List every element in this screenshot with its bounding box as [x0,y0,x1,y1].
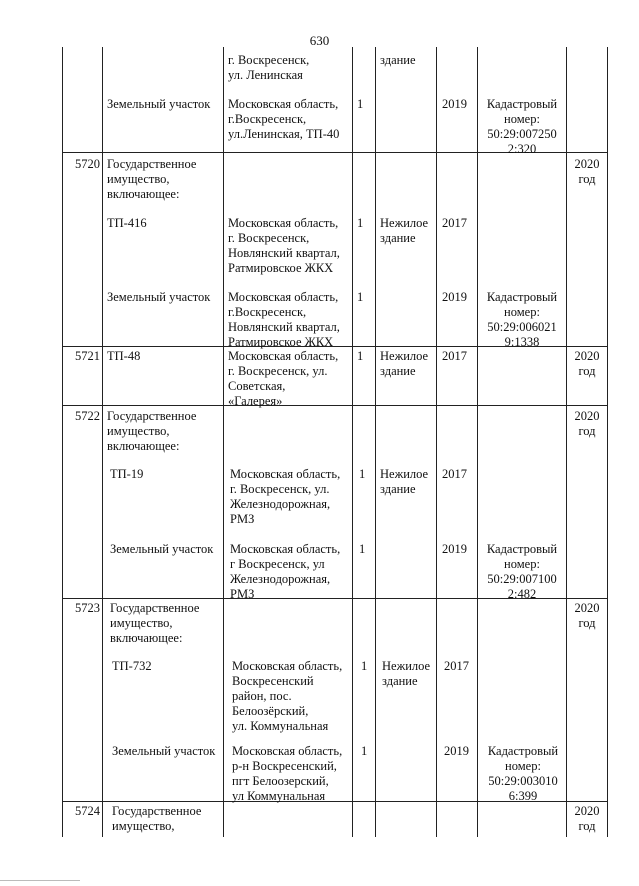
item-number-cell: 5720 [75,157,100,171]
name-cell: Земельный участок [107,290,211,304]
item-number-cell: 5722 [75,409,100,423]
quantity-cell: 1 [361,659,368,673]
year-cell: 2017 [442,467,467,481]
quantity-cell: 1 [357,290,364,304]
address-cell: Московская область, г. Воскресенск, ул. Железнодорожная, РМЗ [230,467,341,526]
year-cell: 2017 [442,349,467,363]
name-cell: ТП-48 [107,349,141,363]
quantity-cell: 1 [361,744,368,758]
year-cell: 2017 [442,216,467,230]
name-cell: Государственное имущество, включающее: [107,157,197,201]
scan-artifact [0,880,80,881]
page-number: 630 [309,33,330,48]
address-cell: Московская область, г. Воскресенск, Новлянский квартал, Ратмировское ЖКХ [228,216,340,275]
item-number-cell: 5724 [75,804,100,818]
column-divider [102,47,103,837]
purpose-cell: здание [380,53,416,67]
cadastral-note-cell: Кадастровый номер: 50:29:007250 2:320 [486,97,558,156]
table-border-right [607,47,608,837]
item-number-cell: 5723 [75,601,100,615]
period-cell: 2020 год [574,349,600,378]
period-cell: 2020 год [574,157,600,186]
name-cell: Государственное имущество, [112,804,202,833]
cadastral-note-cell: Кадастровый номер: 50:29:007100 2:482 [486,542,558,601]
address-cell: г. Воскресенск, ул. Ленинская [228,53,310,82]
name-cell: Земельный участок [107,97,211,111]
address-cell: Московская область, г.Воскресенск, Новлянский квартал, Ратмировское ЖКХ [228,290,340,349]
year-cell: 2017 [444,659,469,673]
quantity-cell: 1 [357,349,364,363]
address-cell: Московская область, Воскресенский район, пос. Белоозёрский, ул. Коммунальная [232,659,343,733]
year-cell: 2019 [442,290,467,304]
address-cell: Московская область, г.Воскресенск, ул.Ленинская, ТП-40 [228,97,340,141]
quantity-cell: 1 [359,542,366,556]
column-divider [477,47,478,837]
quantity-cell: 1 [357,216,364,230]
column-divider [375,47,376,837]
item-number-cell: 5721 [75,349,100,363]
table-border-left [62,47,63,837]
property-table [62,47,608,837]
column-divider [352,47,353,837]
name-cell: Государственное имущество, включающее: [107,409,197,453]
name-cell: ТП-19 [110,467,144,481]
address-cell: Московская область, г Воскресенск, ул Железнодорожная, РМЗ [230,542,341,601]
column-divider [223,47,224,837]
name-cell: Земельный участок [112,744,216,758]
period-cell: 2020 год [574,601,600,630]
period-cell: 2020 год [574,409,600,438]
address-cell: Московская область, р-н Воскресенский, пгт Белоозерский, ул Коммунальная [232,744,343,803]
purpose-cell: Нежилое здание [380,467,429,496]
address-cell: Московская область, г. Воскресенск, ул. Советская, «Галерея» [228,349,339,408]
cadastral-note-cell: Кадастровый номер: 50:29:003010 6:399 [487,744,559,803]
purpose-cell: Нежилое здание [380,216,429,245]
year-cell: 2019 [442,97,467,111]
period-cell: 2020 год [574,804,600,833]
purpose-cell: Нежилое здание [382,659,431,688]
year-cell: 2019 [444,744,469,758]
name-cell: ТП-732 [112,659,152,673]
name-cell: Земельный участок [110,542,214,556]
purpose-cell: Нежилое здание [380,349,429,378]
quantity-cell: 1 [359,467,366,481]
name-cell: ТП-416 [107,216,147,230]
column-divider [436,47,437,837]
name-cell: Государственное имущество, включающее: [110,601,200,645]
quantity-cell: 1 [357,97,364,111]
year-cell: 2019 [442,542,467,556]
cadastral-note-cell: Кадастровый номер: 50:29:006021 9:1338 [486,290,558,349]
